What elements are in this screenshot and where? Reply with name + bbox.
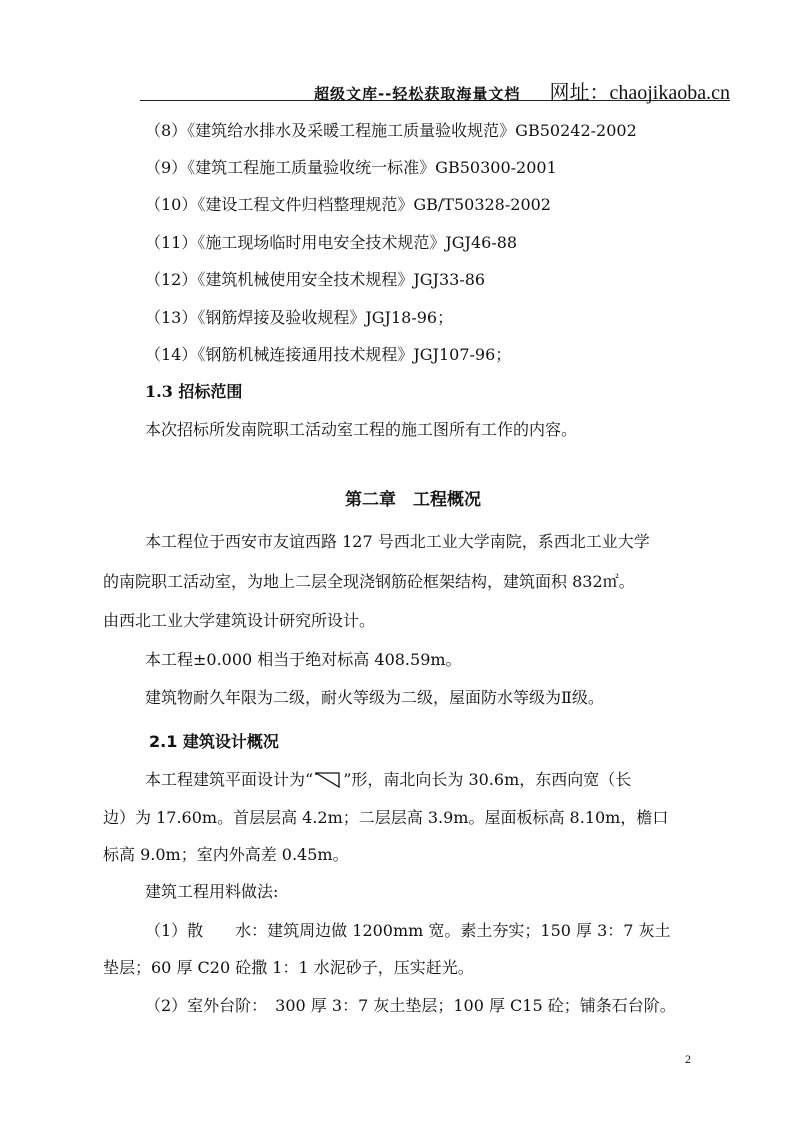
plan-shape-icon bbox=[315, 772, 341, 794]
page-number: 2 bbox=[685, 1052, 691, 1066]
text: ”形，南北向长为 30.6m，东西向宽（长 bbox=[343, 770, 632, 789]
standard-item: （11）《施工现场临时用电安全技术规范》JGJ46-88 bbox=[145, 233, 518, 252]
text: 本工程建筑平面设计为“ bbox=[145, 770, 314, 789]
paragraph-line: 本工程位于西安市友谊西路 127 号西北工业大学南院，系西北工业大学 bbox=[145, 532, 650, 551]
standard-item: （12）《建筑机械使用安全技术规程》JGJ33-86 bbox=[145, 270, 486, 289]
material-item-line: 垫层；60 厚 C20 砼撒 1：1 水泥砂子，压实赶光。 bbox=[103, 958, 474, 977]
standard-item: （13）《钢筋焊接及验收规程》JGJ18-96； bbox=[145, 308, 454, 327]
chapter-title: 第二章 工程概况 bbox=[345, 490, 481, 510]
paragraph-line: 边）为 17.60m。首层层高 4.2m；二层层高 3.9m。屋面板标高 8.10m，檐口 bbox=[103, 808, 669, 827]
standard-item: （14）《钢筋机械连接通用技术规程》JGJ107-96； bbox=[145, 345, 512, 364]
material-item-line: （1）散 水：建筑周边做 1200mm 宽。素土夯实；150 厚 3：7 灰土 bbox=[145, 921, 671, 940]
paragraph-line: 的南院职工活动室，为地上二层全现浇钢筋砼框架结构，建筑面积 832㎡。 bbox=[103, 572, 635, 591]
section-heading-2-1: 2.1 建筑设计概况 bbox=[149, 732, 279, 751]
paragraph: 建筑物耐久年限为二级，耐火等级为二级，屋面防水等级为Ⅱ级。 bbox=[145, 688, 604, 707]
page-header bbox=[140, 76, 730, 104]
standard-item: （10）《建设工程文件归档整理规范》GB/T50328-2002 bbox=[145, 195, 551, 214]
standard-item: （8）《建筑给水排水及采暖工程施工质量验收规范》GB50242-2002 bbox=[145, 121, 637, 140]
paragraph: 建筑工程用料做法: bbox=[145, 882, 279, 901]
standard-item: （9）《建筑工程施工质量验收统一标准》GB50300-2001 bbox=[145, 158, 557, 177]
header-url: 网址：chaojikaoba.cn bbox=[549, 82, 730, 104]
paragraph-line bbox=[103, 769, 765, 794]
paragraph-line: 标高 9.0m；室内外高差 0.45m。 bbox=[103, 845, 349, 864]
paragraph: 本工程±0.000 相当于绝对标高 408.59m。 bbox=[145, 650, 462, 669]
section-heading-1-3: 1.3 招标范围 bbox=[145, 382, 243, 401]
header-title: 超级文库--轻松获取海量文档 bbox=[313, 85, 521, 103]
paragraph-line: 由西北工业大学建筑设计研究所设计。 bbox=[103, 611, 376, 630]
material-item: （2）室外台阶： 300 厚 3：7 灰土垫层；100 厚 C15 砼；铺条石台阶。 bbox=[145, 996, 676, 1015]
paragraph: 本次招标所发南院职工活动室工程的施工图所有工作的内容。 bbox=[145, 420, 578, 439]
